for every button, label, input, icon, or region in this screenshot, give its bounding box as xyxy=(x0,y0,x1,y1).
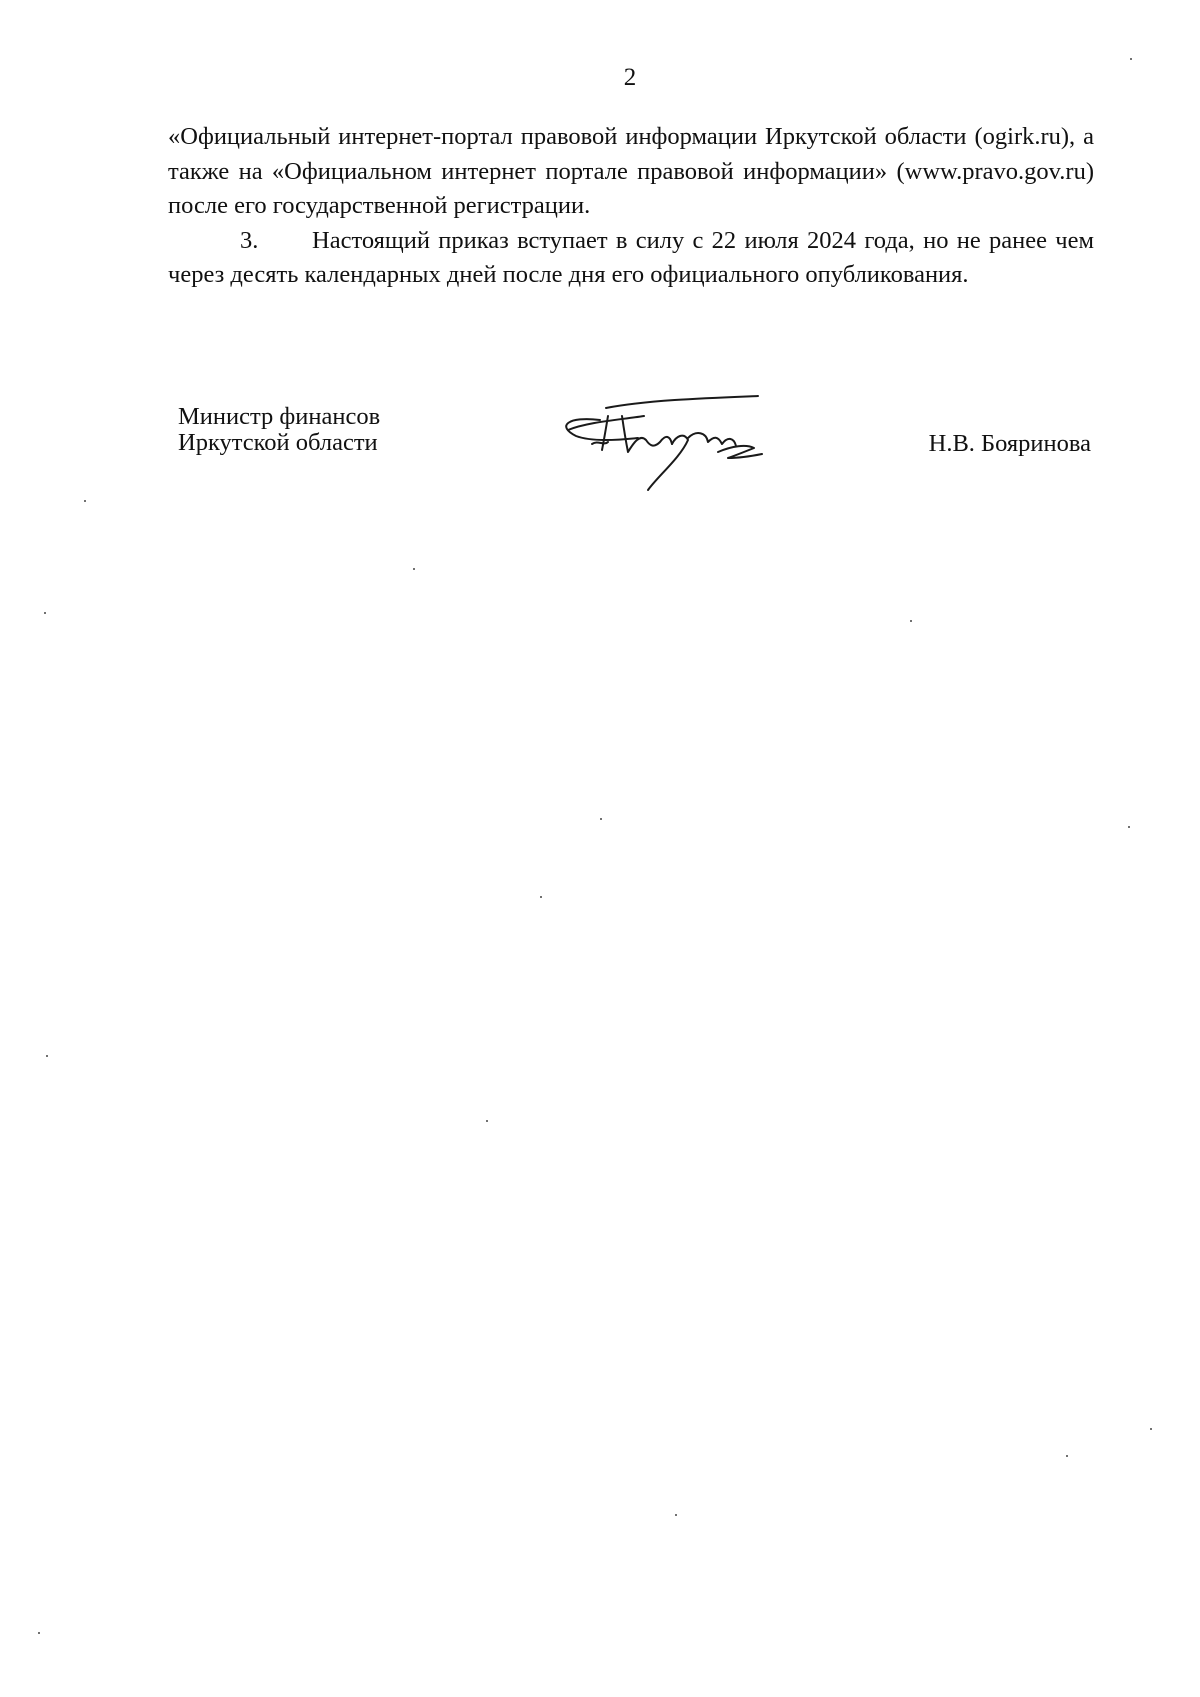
scan-speck xyxy=(84,500,86,502)
signatory-title-line-1: Министр финансов xyxy=(178,403,381,430)
scan-speck xyxy=(600,818,602,820)
paragraph-continuation: «Официальный интернет-портал правовой информации Иркутской области (ogirk.ru), а также на «Официальном интернет портале правовой информации» (www.pravo.gov.ru) после его государственной регистрации. xyxy=(168,123,1094,219)
scan-speck xyxy=(1150,1428,1152,1430)
signature-block xyxy=(0,400,1200,520)
paragraph-item-3 xyxy=(168,224,1094,293)
item-text: Настоящий приказ вступает в силу с 22 июля 2024 года, но не ранее чем через десять календарных дней после дня его официального опубликования. xyxy=(168,226,1094,288)
page-number: 2 xyxy=(623,64,637,91)
signatory-title-line-2: Иркутской области xyxy=(178,429,378,456)
scan-speck xyxy=(486,1120,488,1122)
handwritten-signature-icon xyxy=(548,386,788,496)
scan-speck xyxy=(46,1055,48,1057)
item-number: 3. xyxy=(240,226,259,254)
scan-speck xyxy=(675,1514,677,1516)
scan-speck xyxy=(1066,1455,1068,1457)
scan-speck xyxy=(910,620,912,622)
scan-speck xyxy=(1128,826,1130,828)
signatory-title xyxy=(178,404,380,456)
scan-speck xyxy=(44,612,46,614)
signatory-name: Н.В. Бояринова xyxy=(928,430,1091,457)
scan-speck xyxy=(413,568,415,570)
scan-speck xyxy=(38,1632,40,1634)
scan-speck xyxy=(1130,58,1132,60)
scan-speck xyxy=(540,896,542,898)
document-body xyxy=(168,120,1094,293)
